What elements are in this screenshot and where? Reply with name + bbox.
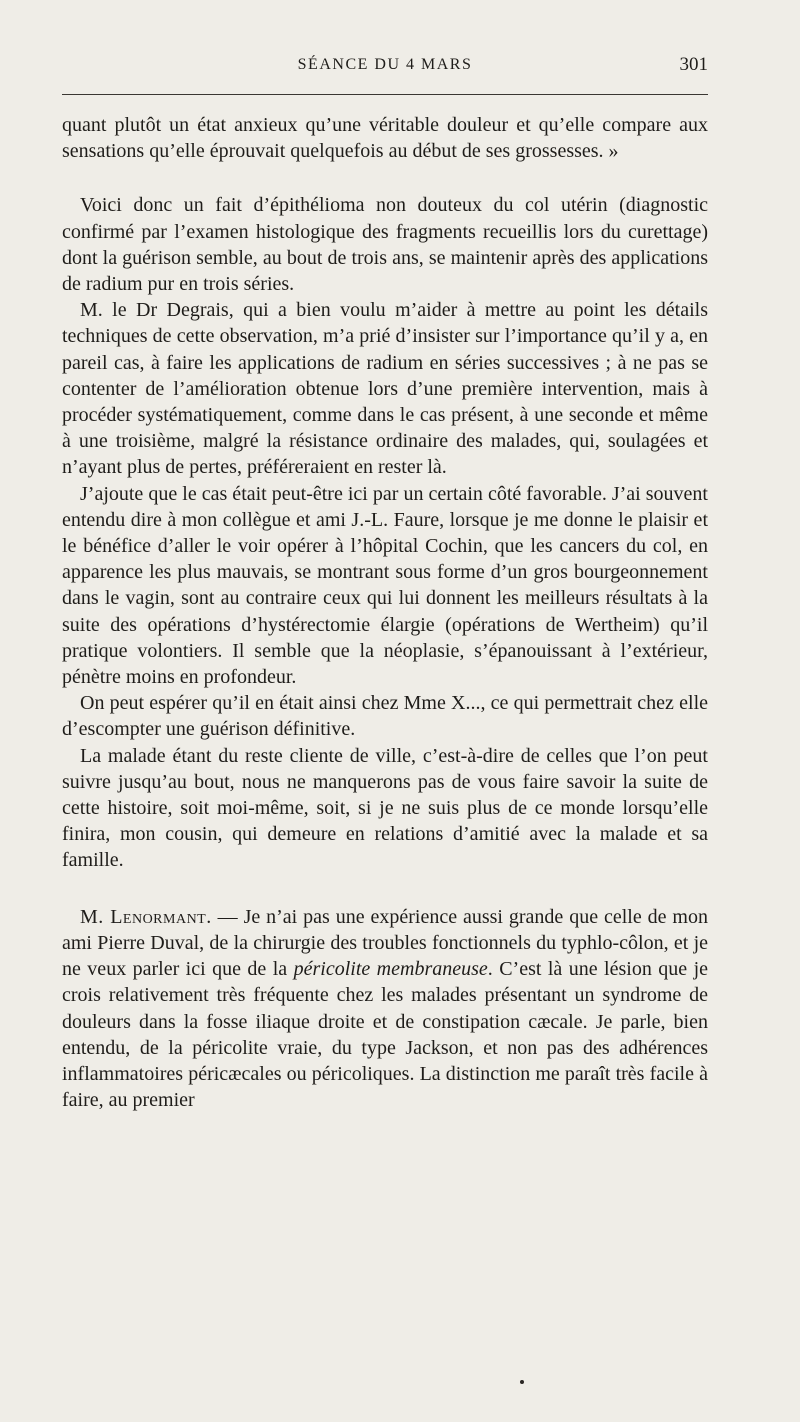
paragraph-7 xyxy=(62,904,708,1114)
paragraph-7-italic: péricolite membraneuse xyxy=(293,958,488,981)
page-speck xyxy=(520,1380,524,1384)
body-text xyxy=(62,112,708,1113)
paragraph-5: On peut espérer qu’il en était ainsi chez Mme X..., ce qui permettrait chez elle d’escompter une guérison définitive. xyxy=(62,692,708,741)
paragraph-1: quant plutôt un état anxieux qu’une véritable douleur et qu’elle compare aux sensations qu’elle éprouvait quelquefois au début de ses grossesses. » xyxy=(62,114,708,163)
paragraph-4: J’ajoute que le cas était peut-être ici par un certain côté favorable. J’ai souvent entendu dire à mon collègue et ami J.-L. Faure, lorsque je me donne le plaisir et le bénéfice d’aller le voir opérer à l’hôpital Cochin, que les cancers du col, en apparence les plus mauvais, se montrant sous forme d’un gros bourgeonnement dans le vagin, sont au contraire ceux qui lui donnent les meilleurs résultats à la suite des opérations d’hystérectomie élargie (opérations de Wertheim) qu’il pratique volontiers. Il semble que la néoplasie, s’épanouissant à l’extérieur, pénètre moins en profondeur. xyxy=(62,482,708,689)
paragraph-3: M. le Dr Degrais, qui a bien voulu m’aider à mettre au point les détails techniques de cette observation, m’a prié d’insister sur l’importance qu’il y a, en pareil cas, à faire les applications de radium en séries successives ; à ne pas se contenter de l’amélioration obtenue lors d’une première intervention, mais à procéder systématiquement, comme dans le cas présent, à une seconde et même à une troisième, malgré la résistance ordinaire des malades, qui, soulagées et n’ayant plus de pertes, préféreraient en rester là. xyxy=(62,299,708,479)
speaker-name: M. Lenormant. xyxy=(80,905,212,928)
header-rule xyxy=(62,94,708,95)
running-head-title: SÉANCE DU 4 MARS xyxy=(297,56,473,73)
running-head xyxy=(62,48,708,80)
page-number: 301 xyxy=(679,54,708,75)
paragraph-6: La malade étant du reste cliente de ville, c’est-à-dire de celles que l’on peut suivre jusqu’au bout, nous ne manquerons pas de vous faire savoir la suite de cette histoire, soit moi-même, soit, si je ne suis plus de ce monde lorsqu’elle finira, mon cousin, qui demeure en relations d’amitié avec la malade et sa famille. xyxy=(62,744,708,872)
paragraph-2: Voici donc un fait d’épithélioma non douteux du col utérin (diagnostic confirmé par l’examen histologique des fragments recueillis lors du curettage) dont la guérison semble, au bout de trois ans, se maintenir après des applications de radium pur en trois séries. xyxy=(62,194,708,296)
paragraph-7-text-a: — Je n’ai pas une expérience aussi grande que celle de mon ami Pierre Duval, de la chirurgie des troubles fonctionnels du typhlo-côlon, et je ne veux parler ici que de la xyxy=(62,905,708,981)
paragraph-7-text-b: . C’est là une lésion que je crois relativement très fréquente chez les malades présentant un syndrome de douleurs dans la fosse iliaque droite et de constipation cæcale. Je parle, bien entendu, de la péricolite vraie, du type Jackson, et non pas des adhérences inflammatoires péricæcales ou péricoliques. La distinction me paraît très facile à faire, au premier xyxy=(62,958,708,1112)
